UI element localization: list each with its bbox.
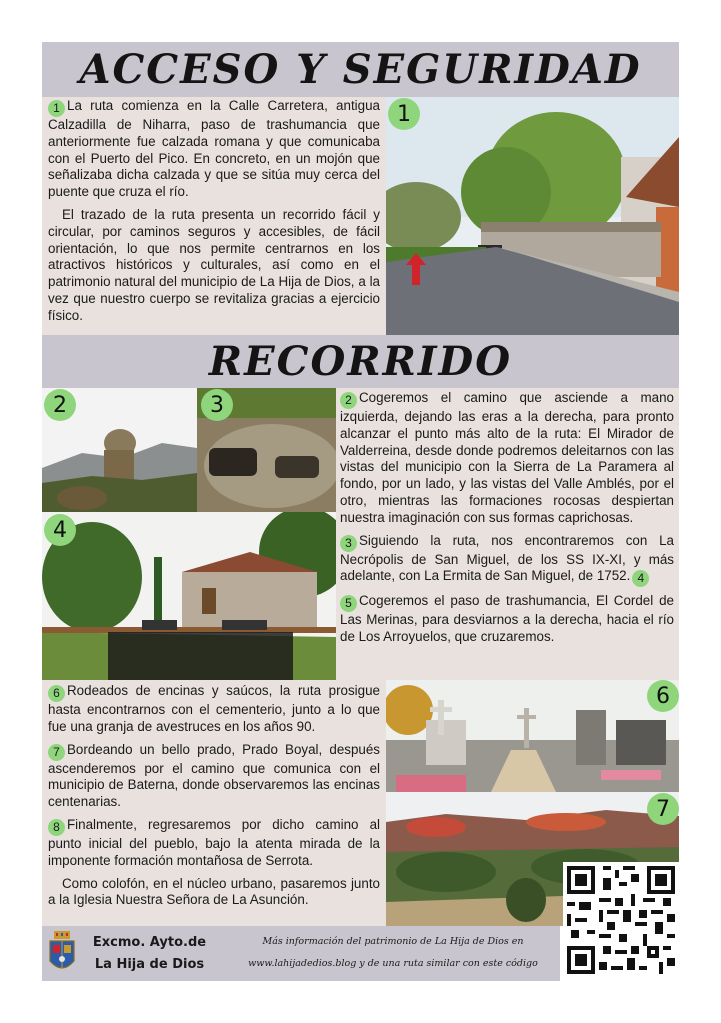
marker-5: 5 bbox=[340, 595, 357, 612]
photo-street bbox=[386, 97, 679, 335]
badge-6: 6 bbox=[647, 680, 679, 712]
paragraph-1b: El trazado de la ruta presenta un recorrido fácil y circular, por caminos seguros y accesibles, de fácil orientación, lo que nos permite centrarnos en los atractivos históricos y culturales, así como en el patrimonio natural del municipio de La Hija de Dios, a la vez que nuestro cuerpo se revitaliza gracias a ejercicio físico. bbox=[48, 206, 380, 323]
org-name-line2: La Hija de Dios bbox=[94, 957, 205, 972]
marker-8: 8 bbox=[48, 819, 65, 836]
marker-3: 3 bbox=[340, 535, 357, 552]
org-name-line1: Excmo. Ayto.de bbox=[92, 935, 207, 950]
badge-4: 4 bbox=[44, 514, 76, 546]
marker-2: 2 bbox=[340, 392, 357, 409]
intro-text bbox=[48, 98, 380, 331]
footer bbox=[42, 926, 560, 981]
marker-4: 4 bbox=[632, 570, 649, 587]
heading-banner-route bbox=[42, 335, 679, 388]
coat-of-arms-icon bbox=[48, 931, 76, 977]
paragraph-5: Cogeremos el paso de trashumancia, El Cordel de Las Merinas, para desviarnos a la derecha, hacia el río de Los Arroyuelos, que cruzaremos. bbox=[340, 593, 674, 645]
marker-1: 1 bbox=[48, 100, 65, 117]
badge-7: 7 bbox=[647, 793, 679, 825]
info-line1: Más información del patrimonio de La Hija de Dios en bbox=[262, 936, 524, 947]
paragraph-6: Rodeados de encinas y saúcos, la ruta prosigue hasta encontrarnos con el cementerio, junto a lo que fue una granja de avestruces en los años 90. bbox=[48, 683, 380, 734]
paragraph-2: Cogeremos el camino que asciende a mano izquierda, dejando las eras a la derecha, para pronto alcanzar el punto más alto de la ruta: El Mirador de Valderreina, desde donde podremos deleitarnos con las vistas del municipio con la Sierra de La Paramera al fondo, por un lado, y las vistas del Valle Amblés, por el otro, mientras las formaciones rocosas despiertan nuestra imaginación con sus formas caprichosas. bbox=[340, 390, 674, 525]
route-text bbox=[340, 390, 674, 652]
heading-banner-access bbox=[42, 42, 679, 97]
badge-2: 2 bbox=[44, 389, 76, 421]
paragraph-3: Siguiendo la ruta, nos encontraremos con La Necrópolis de San Miguel, de los SS IX-XI, y más adelante, con La Ermita de San Miguel, de 1752. bbox=[340, 532, 674, 584]
closing-text bbox=[48, 683, 380, 915]
paragraph-8: Finalmente, regresaremos por dicho camino al punto inicial del pueblo, bajo la atenta mirada de la imponente formación montañosa de Serrota. bbox=[48, 816, 380, 868]
paragraph-1: La ruta comienza en la Calle Carretera, antigua Calzadilla de Niharra, paso de trashumancia que anteriormente fue calzada romana y que comunicaba con el Puerto del Pico. En concreto, en un mojón que señalizaba dicha calzada y que se sitúa muy cerca del puente que cruza el río. bbox=[48, 98, 380, 200]
paragraph-7: Bordeando un bello prado, Prado Boyal, después ascenderemos por el camino que comunica con el municipio de Baterna, donde observaremos las encinas centenarias. bbox=[48, 741, 380, 810]
info-line2[interactable]: www.lahijadedios.blog y de una ruta similar con este código bbox=[248, 958, 538, 969]
paragraph-9: Como colofón, en el núcleo urbano, pasaremos junto a la Iglesia Nuestra Señora de La Asunción. bbox=[48, 875, 380, 908]
marker-6: 6 bbox=[48, 685, 65, 702]
badge-1: 1 bbox=[388, 98, 420, 130]
photo-ermita bbox=[42, 512, 336, 680]
heading-route: RECORRIDO bbox=[208, 338, 513, 385]
heading-access: ACCESO Y SEGURIDAD bbox=[79, 46, 642, 93]
qr-code-icon[interactable] bbox=[563, 862, 679, 978]
marker-7: 7 bbox=[48, 744, 65, 761]
badge-3: 3 bbox=[201, 389, 233, 421]
photo-cemetery bbox=[386, 680, 679, 792]
